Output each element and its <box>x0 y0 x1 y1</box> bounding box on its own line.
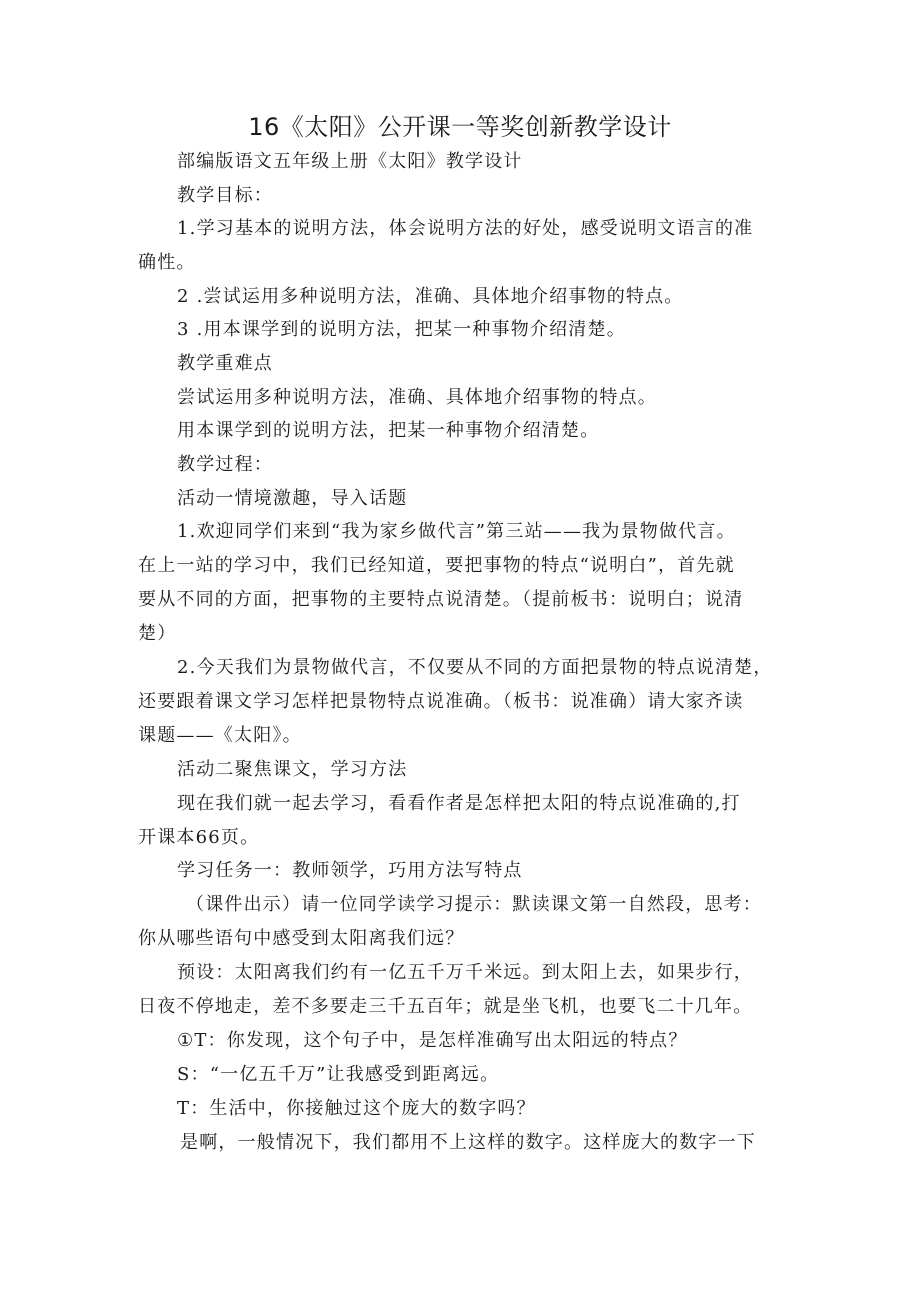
paragraph-line: 1.欢迎同学们来到“我为家乡做代言”第三站——我为景物做代言。 <box>177 521 736 542</box>
paragraph-line: 还要跟着课文学习怎样把景物特点说准确。（板书：说准确）请大家齐读 <box>138 691 744 712</box>
paragraph-line: 日夜不停地走，差不多要走三千五百年；就是坐飞机，也要飞二十几年。 <box>138 996 753 1017</box>
dialogue-line: ①T：你发现，这个句子中，是怎样准确写出太阳远的特点？ <box>177 1030 688 1051</box>
activity-heading: 活动一情境激趣，导入话题 <box>177 488 408 509</box>
section-heading-goals: 教学目标： <box>177 185 273 206</box>
subtitle-line: 部编版语文五年级上册《太阳》教学设计 <box>177 151 523 172</box>
section-heading-difficulties: 教学重难点 <box>177 353 273 374</box>
paragraph-line: 用本课学到的说明方法，把某一种事物介绍清楚。 <box>177 420 600 441</box>
dialogue-line: T：生活中，你接触过这个庞大的数字吗？ <box>177 1098 536 1119</box>
paragraph-line: 你从哪些语句中感受到太阳离我们远？ <box>138 928 465 949</box>
paragraph-line: 尝试运用多种说明方法，准确、具体地介绍事物的特点。 <box>177 387 657 408</box>
paragraph-line: 开课本66页。 <box>138 827 260 848</box>
activity-heading: 活动二聚焦课文，学习方法 <box>177 759 408 780</box>
dialogue-line: S：“一亿五千万”让我感受到距离远。 <box>177 1064 500 1085</box>
paragraph-line: 在上一站的学习中，我们已经知道，要把事物的特点“说明白”，首先就 <box>138 555 735 576</box>
paragraph-line: 1.学习基本的说明方法，体会说明方法的好处，感受说明文语言的准 <box>177 218 754 239</box>
paragraph-line: 确性。 <box>138 252 196 273</box>
paragraph-line: 现在我们就一起去学习，看看作者是怎样把太阳的特点说准确的,打 <box>177 793 741 814</box>
paragraph-line: 课题——《太阳》。 <box>138 725 302 746</box>
paragraph-line: 2 .尝试运用多种说明方法，准确、具体地介绍事物的特点。 <box>177 286 684 307</box>
paragraph-line: 楚） <box>138 623 177 644</box>
section-heading-process: 教学过程： <box>177 454 273 475</box>
paragraph-line: 预设：太阳离我们约有一亿五千万千米远。到太阳上去，如果步行， <box>177 962 753 983</box>
paragraph-line: 是啊，一般情况下，我们都用不上这样的数字。这样庞大的数字一下 <box>180 1132 756 1153</box>
paragraph-line: 3 .用本课学到的说明方法，把某一种事物介绍清楚。 <box>177 319 626 340</box>
paragraph-line: 要从不同的方面，把事物的主要特点说清楚。（提前板书：说明白；说清 <box>138 589 744 610</box>
document-title: 16《太阳》公开课一等奖创新教学设计 <box>248 113 672 141</box>
task-heading: 学习任务一：教师领学，巧用方法写特点 <box>177 860 523 881</box>
paragraph-line: （课件出示）请一位同学读学习提示：默读课文第一自然段，思考： <box>186 894 762 915</box>
paragraph-line: 2.今天我们为景物做代言，不仅要从不同的方面把景物的特点说清楚， <box>177 657 773 678</box>
